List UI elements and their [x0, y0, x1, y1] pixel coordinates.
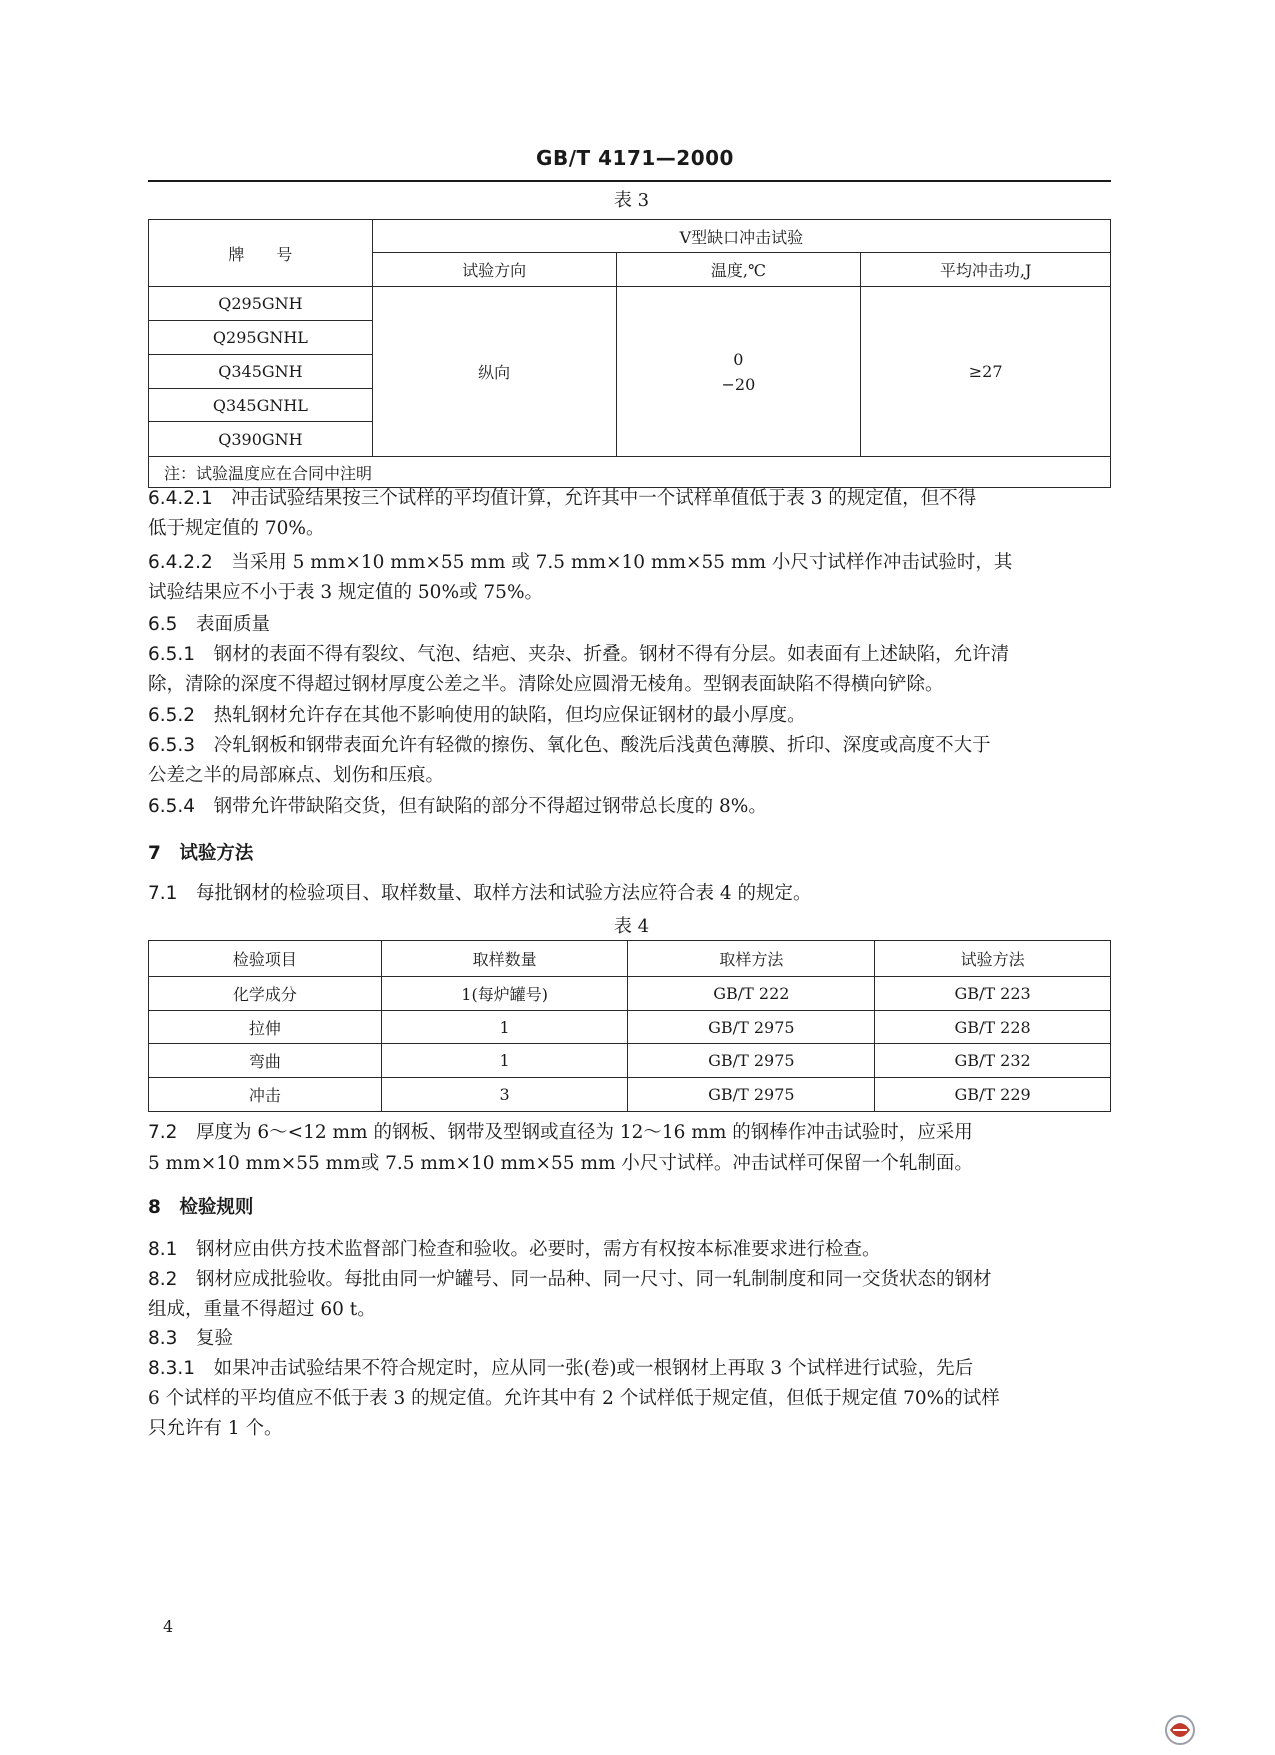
clause-6-5-2	[148, 704, 1113, 728]
clause-8-3-1-cont-1: 6 个试样的平均值应不低于表 3 的规定值。允许其中有 2 个试样低于规定值，但低于规定值 70%的试样	[148, 1388, 1000, 1409]
v-notch-impact-header: V型缺口冲击试验	[372, 220, 1110, 253]
clause-text: 厚度为 6～<12 mm 的钢板、钢带及型钢或直径为 12～16 mm 的钢棒作冲击试验时，应采用	[195, 1122, 973, 1143]
temperature-value-2: −20	[721, 374, 756, 394]
clause-text: 热轧钢材允许存在其他不影响使用的缺陷，但均应保证钢材的最小厚度。	[213, 705, 806, 726]
clause-8-3-1-cont-2: 只允许有 1 个。	[148, 1418, 283, 1439]
table-3	[148, 219, 1111, 488]
section-title: 表面质量	[195, 614, 270, 635]
grade-cell: Q345GNHL	[149, 389, 373, 422]
table-cell: GB/T 228	[875, 1011, 1111, 1044]
table-cell: GB/T 222	[628, 977, 875, 1011]
table-cell: GB/T 2975	[628, 1011, 875, 1044]
clause-7-2	[148, 1121, 1113, 1145]
section-number: 8	[148, 1197, 161, 1218]
table-row	[149, 1078, 1111, 1112]
table-cell: 1	[381, 1011, 628, 1044]
clause-number: 6.5.3	[148, 735, 196, 756]
clause-text: 如果冲击试验结果不符合规定时，应从同一张(卷)或一根钢材上再取 3 个试样进行试验，先后	[213, 1358, 974, 1379]
energy-cell: ≥27	[861, 287, 1111, 457]
section-number: 7	[148, 843, 161, 864]
table-cell: 弯曲	[149, 1044, 382, 1078]
col-grade-header: 牌 号	[149, 220, 373, 287]
clause-number: 7.2	[148, 1122, 178, 1143]
table-row	[149, 977, 1111, 1011]
temperature-cell	[616, 287, 861, 457]
clause-8-2	[148, 1268, 1113, 1292]
clause-6-4-2-1-cont: 低于规定值的 70%。	[148, 518, 325, 539]
clause-6-5-3	[148, 734, 1113, 758]
clause-number: 6.5.4	[148, 796, 196, 817]
section-title: 检验规则	[179, 1197, 254, 1218]
clause-text: 每批钢材的检验项目、取样数量、取样方法和试验方法应符合表 4 的规定。	[195, 883, 812, 904]
clause-text: 钢材应成批验收。每批由同一炉罐号、同一品种、同一尺寸、同一轧制制度和同一交货状态的钢材	[195, 1269, 992, 1290]
table-cell: GB/T 2975	[628, 1078, 875, 1112]
clause-number: 8.3.1	[148, 1358, 196, 1379]
clause-text: 冷轧钢板和钢带表面允许有轻微的擦伤、氧化色、酸洗后浅黄色薄膜、折印、深度或高度不大于	[213, 735, 991, 756]
clause-6-5-1	[148, 643, 1113, 667]
clause-number: 8.2	[148, 1269, 178, 1290]
table-cell: GB/T 232	[875, 1044, 1111, 1078]
table-cell: GB/T 223	[875, 977, 1111, 1011]
col-temperature-header: 温度,℃	[616, 253, 861, 287]
clause-6-4-2-2	[148, 551, 1113, 575]
grade-cell: Q345GNH	[149, 355, 373, 389]
table-row	[149, 1011, 1111, 1044]
col-test-method-header: 试验方法	[875, 941, 1111, 977]
table-cell: 拉伸	[149, 1011, 382, 1044]
table3-note: 注：试验温度应在合同中注明	[149, 457, 1111, 488]
clause-text: 钢带允许带缺陷交货，但有缺陷的部分不得超过钢带总长度的 8%。	[213, 796, 767, 817]
clause-text: 钢材的表面不得有裂纹、气泡、结疤、夹杂、折叠。钢材不得有分层。如表面有上述缺陷，允许清	[213, 644, 1010, 665]
clause-7-2-cont: 5 mm×10 mm×55 mm或 7.5 mm×10 mm×55 mm 小尺寸试样。冲击试样可保留一个轧制面。	[148, 1153, 973, 1174]
tengwu-logo-icon	[1162, 1710, 1272, 1750]
clause-text: 冲击试验结果按三个试样的平均值计算，允许其中一个试样单值低于表 3 的规定值，但不得	[231, 488, 977, 509]
clause-text: 钢材应由供方技术监督部门检查和验收。必要时，需方有权按本标准要求进行检查。	[195, 1239, 881, 1260]
section-title: 试验方法	[179, 843, 254, 864]
clause-number: 7.1	[148, 883, 178, 904]
watermark-logo	[1162, 1710, 1272, 1750]
table-cell: GB/T 229	[875, 1078, 1111, 1112]
clause-text: 当采用 5 mm×10 mm×55 mm 或 7.5 mm×10 mm×55 mm 小尺寸试样作冲击试验时，其	[231, 552, 1013, 573]
table-cell: 3	[381, 1078, 628, 1112]
page-number: 4	[163, 1617, 174, 1636]
col-quantity-header: 取样数量	[381, 941, 628, 977]
temperature-value-1: 0	[733, 349, 744, 369]
clause-6-5-1-cont: 除，清除的深度不得超过钢材厚度公差之半。清除处应圆滑无棱角。型钢表面缺陷不得横向铲除。	[148, 674, 944, 695]
col-direction-header: 试验方向	[372, 253, 616, 287]
clause-8-3-1	[148, 1357, 1113, 1381]
clause-7-1	[148, 882, 1113, 906]
col-energy-header: 平均冲击功,J	[861, 253, 1111, 287]
clause-number: 8.1	[148, 1239, 178, 1260]
table-cell: GB/T 2975	[628, 1044, 875, 1078]
table4-caption: 表 4	[613, 916, 650, 937]
table-row	[149, 1044, 1111, 1078]
clause-8-1	[148, 1238, 1113, 1262]
clause-6-5-4	[148, 795, 1113, 819]
header-rule	[148, 180, 1111, 182]
table-cell: 化学成分	[149, 977, 382, 1011]
col-item-header: 检验项目	[149, 941, 382, 977]
clause-6-5-3-cont: 公差之半的局部麻点、划伤和压痕。	[148, 765, 445, 786]
section-8-3-heading	[148, 1327, 1113, 1351]
clause-number: 6.5.1	[148, 644, 196, 665]
clause-number: 6.4.2.1	[148, 488, 213, 509]
table-cell: 冲击	[149, 1078, 382, 1112]
table3-caption: 表 3	[613, 190, 650, 211]
table-cell: 1	[381, 1044, 628, 1078]
grade-cell: Q390GNH	[149, 422, 373, 457]
section-title: 复验	[195, 1328, 233, 1349]
col-sampling-header: 取样方法	[628, 941, 875, 977]
table-cell: 1(每炉罐号)	[381, 977, 628, 1011]
standard-header: GB/T 4171—2000	[536, 146, 734, 170]
section-8-heading	[148, 1196, 1113, 1220]
clause-8-2-cont: 组成，重量不得超过 60 t。	[148, 1299, 376, 1320]
section-number: 6.5	[148, 614, 178, 635]
clause-6-4-2-1	[148, 487, 1113, 511]
clause-number: 6.4.2.2	[148, 552, 213, 573]
section-number: 8.3	[148, 1328, 178, 1349]
direction-cell: 纵向	[372, 287, 616, 457]
clause-6-4-2-2-cont: 试验结果应不小于表 3 规定值的 50%或 75%。	[148, 582, 544, 603]
grade-cell: Q295GNH	[149, 287, 373, 321]
grade-cell: Q295GNHL	[149, 321, 373, 355]
clause-number: 6.5.2	[148, 705, 196, 726]
section-6-5-heading	[148, 613, 1113, 637]
section-7-heading	[148, 842, 1113, 866]
table-4	[148, 940, 1111, 1112]
